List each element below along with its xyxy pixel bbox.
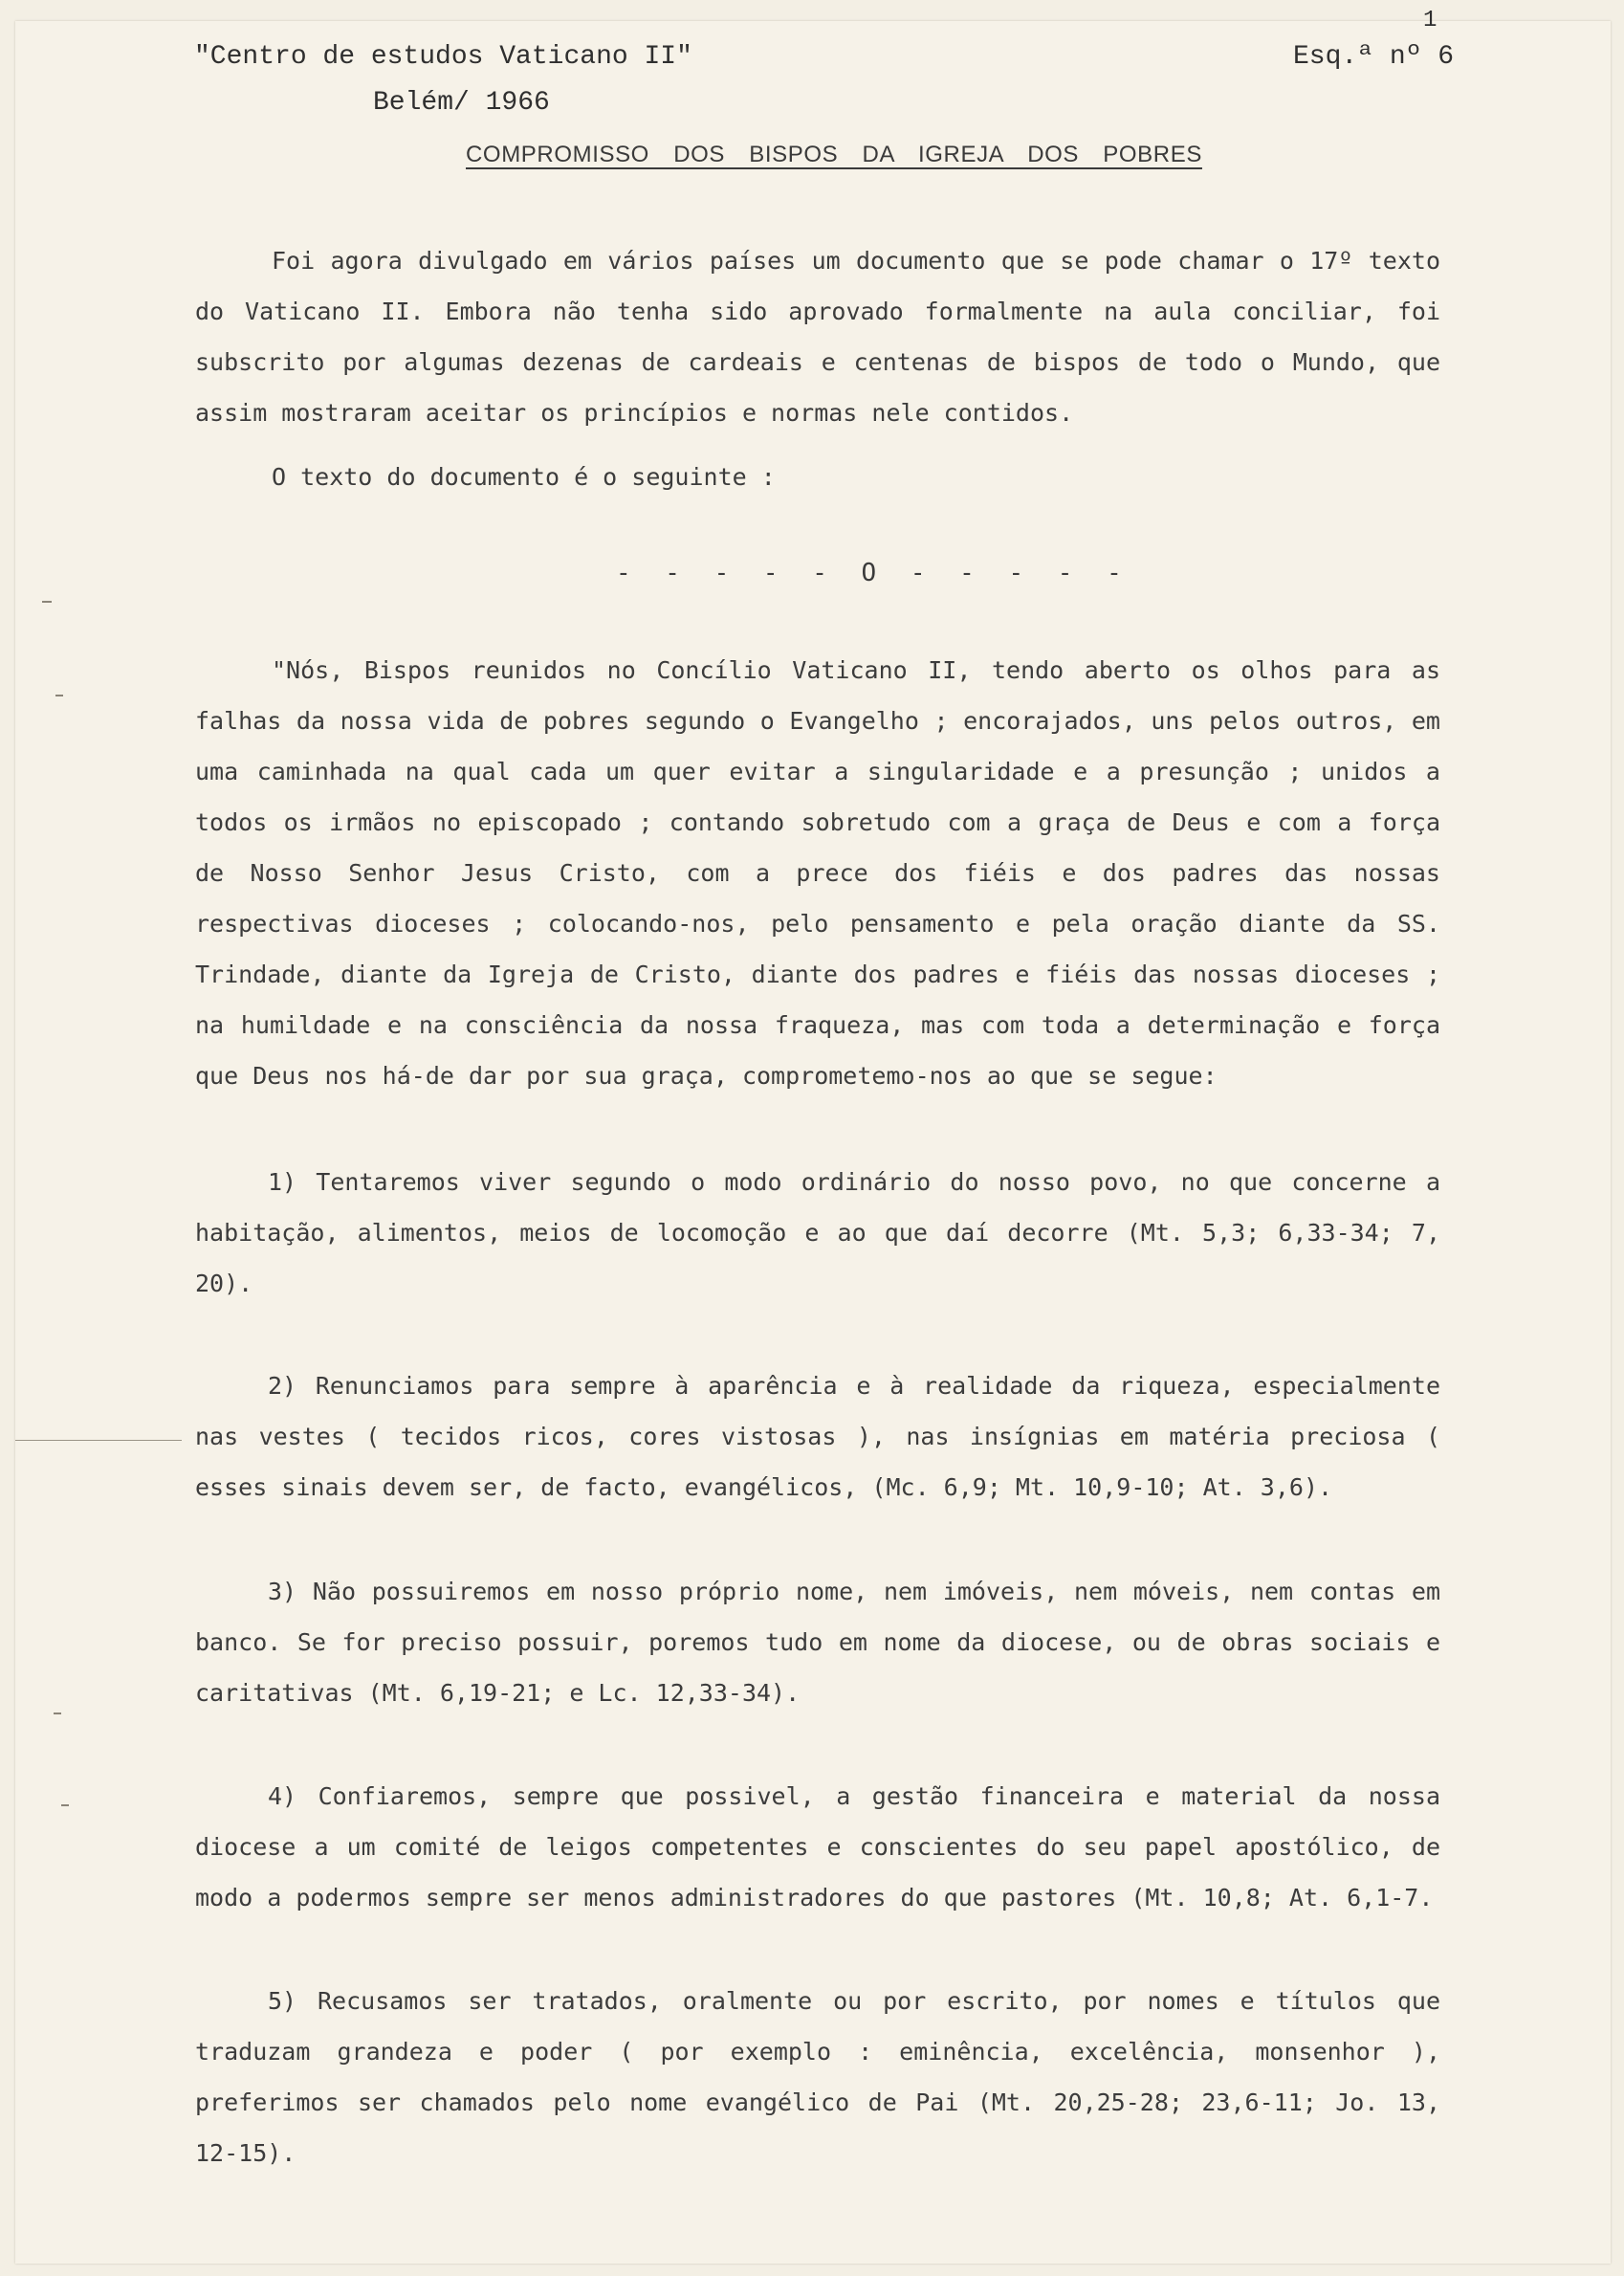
- margin-rule: [15, 1440, 182, 1441]
- commitment-item-3: 3) Não possuiremos em nosso próprio nome, nem imóveis, nem móveis, nem contas em banco. Se for preciso possuir, poremos tudo em nome da diocese, ou de obras sociais e caritativas (Mt. 6,19-21; e Lc. 12,33-34).: [195, 1578, 1440, 1707]
- binding-mark: [55, 695, 63, 696]
- institution-header: "Centro de estudos Vaticano II": [194, 42, 692, 72]
- binding-mark: [61, 1804, 69, 1806]
- binding-mark: [42, 601, 52, 603]
- commitment-item-5: 5) Recusamos ser tratados, oralmente ou por escrito, por nomes e títulos que traduzam grandeza e poder ( por exemplo : eminência, excelência, monsenhor ), preferimos ser chamados pelo nome evangélico de Pai (Mt. 20,25-28; 23,6-11; Jo. 13, 12-15).: [195, 1987, 1440, 2167]
- intro-lead-in: O texto do documento é o seguinte :: [272, 463, 776, 491]
- place-and-date: Belém/ 1966: [373, 88, 550, 118]
- intro-paragraph: Foi agora divulgado em vários países um documento que se pode chamar o 17º texto do Vaticano II. Embora não tenha sido aprovado formalmente na aula conciliar, foi subscrito por algumas dezenas de cardeais e centenas de bispos de todo o Mundo, que assim mostraram aceitar os princípios e normas nele contidos.: [195, 247, 1440, 427]
- commitment-item-2: 2) Renunciamos para sempre à aparência e à realidade da riqueza, especialmente nas vestes ( tecidos ricos, cores vistosas ), nas insígnias em matéria preciosa ( esses sinais devem ser, de facto, evangélicos, (Mc. 6,9; Mt. 10,9-10; At. 3,6).: [195, 1372, 1440, 1501]
- document-reference: Esq.ª nº 6: [1293, 42, 1455, 72]
- binding-mark: [54, 1713, 61, 1714]
- pledge-preamble: "Nós, Bispos reunidos no Concílio Vaticano II, tendo aberto os olhos para as falhas da nossa vida de pobres segundo o Evangelho ; encorajados, uns pelos outros, em uma caminhada na qual cada um quer evitar a singularidade e a presunção ; unidos a todos os irmãos no episcopado ; contando sobretudo com a graça de Deus e com a força de Nosso Senhor Jesus Cristo, com a prece dos fiéis e dos padres das nossas respectivas dioceses ; colocando-nos, pelo pensamento e pela oração diante da SS. Trindade, diante da Igreja de Cristo, diante dos padres e fiéis das nossas dioceses ; na humildade e na consciência da nossa fraqueza, mas com toda a determinação e força que Deus nos há-de dar por sua graça, comprometemo-nos ao que se segue:: [195, 656, 1440, 1090]
- commitment-item-4: 4) Confiaremos, sempre que possivel, a gestão financeira e material da nossa diocese a um comité de leigos competentes e conscientes do seu papel apostólico, de modo a podermos sempre ser menos administradores do que pastores (Mt. 10,8; At. 6,1-7.: [195, 1782, 1440, 1911]
- commitment-item-1: 1) Tentaremos viver segundo o modo ordinário do nosso povo, no que concerne a habitação, alimentos, meios de locomoção e ao que daí decorre (Mt. 5,3; 6,33-34; 7, 20).: [195, 1168, 1440, 1297]
- section-separator: - - - - - O - - - - -: [616, 559, 1131, 587]
- page-number: 1: [1423, 8, 1437, 33]
- document-title: COMPROMISSO DOS BISPOS DA IGREJA DOS POBRES: [466, 142, 1202, 167]
